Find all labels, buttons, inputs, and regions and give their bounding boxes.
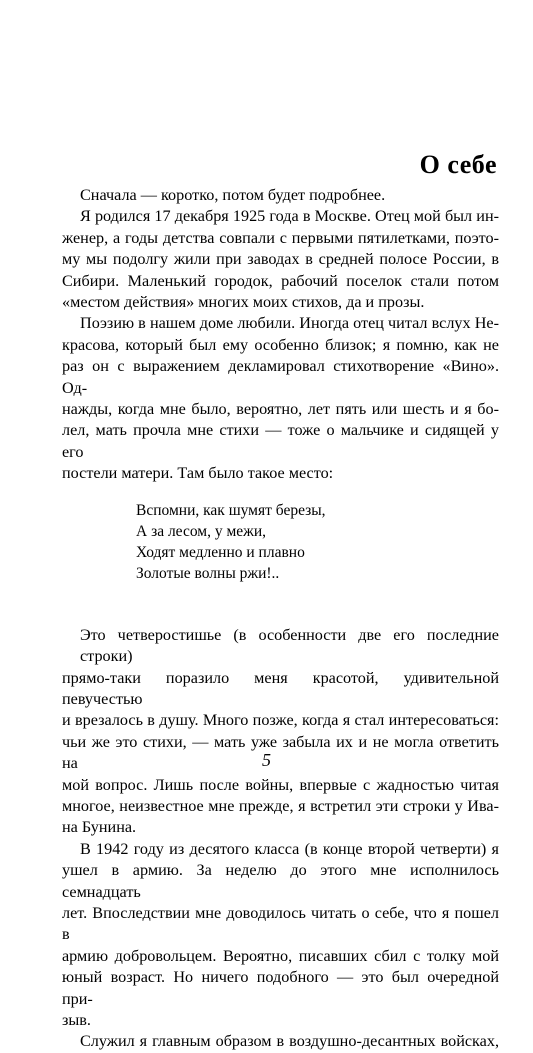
text-line: лел, мать прочла мне стихи — тоже о мальчике и сидящей у его (62, 421, 499, 461)
text-line: армию добровольцем. Вероятно, писавших сбил с толку мой (62, 946, 499, 965)
poem-line: Ходят медленно и плавно (136, 543, 305, 561)
text-line: му мы подолгу жили при заводах в средней полосе России, в (62, 250, 499, 269)
text-line: Поэзию в нашем доме любили. Иногда отец читал вслух Не- (80, 314, 499, 333)
text-line: Служил я главным образом в воздушно-десантных войсках, (80, 1032, 499, 1051)
poem-quote (136, 500, 499, 584)
paragraph-5 (62, 839, 499, 1032)
text-line: постели матери. Там было такое место: (62, 464, 334, 483)
poem-line: А за лесом, у межи, (136, 522, 267, 540)
paragraph-2 (62, 206, 499, 313)
text-line: красова, который был ему особенно близок; я помню, как не (62, 335, 499, 354)
text-line: В 1942 году из десятого класса (в конце второй четверти) я (80, 839, 499, 858)
text-line: мой вопрос. Лишь после войны, впервые с жадностью читая (62, 775, 499, 794)
text-line: нажды, когда мне было, вероятно, лет пять или шесть и я бо- (62, 400, 499, 419)
text-line: Это четверостишье (в особенности две его последние строки) (80, 625, 499, 666)
chapter-title: О себе (419, 150, 497, 179)
text-line: юный возраст. Но ничего подобного — это был очередной при- (62, 968, 499, 1008)
text-line: многое, неизвестное мне прежде, я встретил эти строки у Ива- (62, 796, 499, 815)
paragraph-6 (62, 1031, 499, 1052)
text-line: прямо-таки поразило меня красотой, удивительной певучестью (62, 668, 499, 708)
text-line: чьи же это стихи, — мать уже забыла их и не могла ответить на (62, 732, 499, 773)
poem-line: Вспомни, как шумят березы, (136, 501, 326, 519)
poem-line: Золотые волны ржи!.. (136, 564, 280, 582)
chapter-body (62, 185, 499, 1053)
page-number: 5 (262, 750, 271, 770)
text-line: Сибири. Маленький городок, рабочий поселок стали потом (62, 271, 499, 290)
text-line: и врезалось в душу. Много позже, когда я стал интересоваться: (62, 711, 499, 730)
paragraph-3 (62, 313, 499, 484)
text-line: Я родился 17 декабря 1925 года в Москве. Отец мой был ин- (80, 207, 499, 226)
paragraph-1 (62, 185, 499, 206)
text-line: раз он с выражением декламировал стихотворение «Вино». Од- (62, 357, 499, 397)
text-line: Сначала — коротко, потом будет подробнее. (80, 186, 386, 204)
text-line: зыв. (62, 1011, 91, 1029)
paragraph-4 (62, 625, 499, 839)
text-line: «местом действия» многих моих стихов, да и прозы. (62, 293, 425, 312)
text-line: лет. Впоследствии мне доводилось читать о себе, что я пошел в (62, 903, 499, 944)
text-line: на Бунина. (62, 818, 137, 837)
text-line: ушел в армию. За неделю до этого мне исполнилось семнадцать (62, 861, 499, 901)
text-line: женер, а годы детства совпали с первыми пятилетками, поэто- (62, 228, 499, 247)
